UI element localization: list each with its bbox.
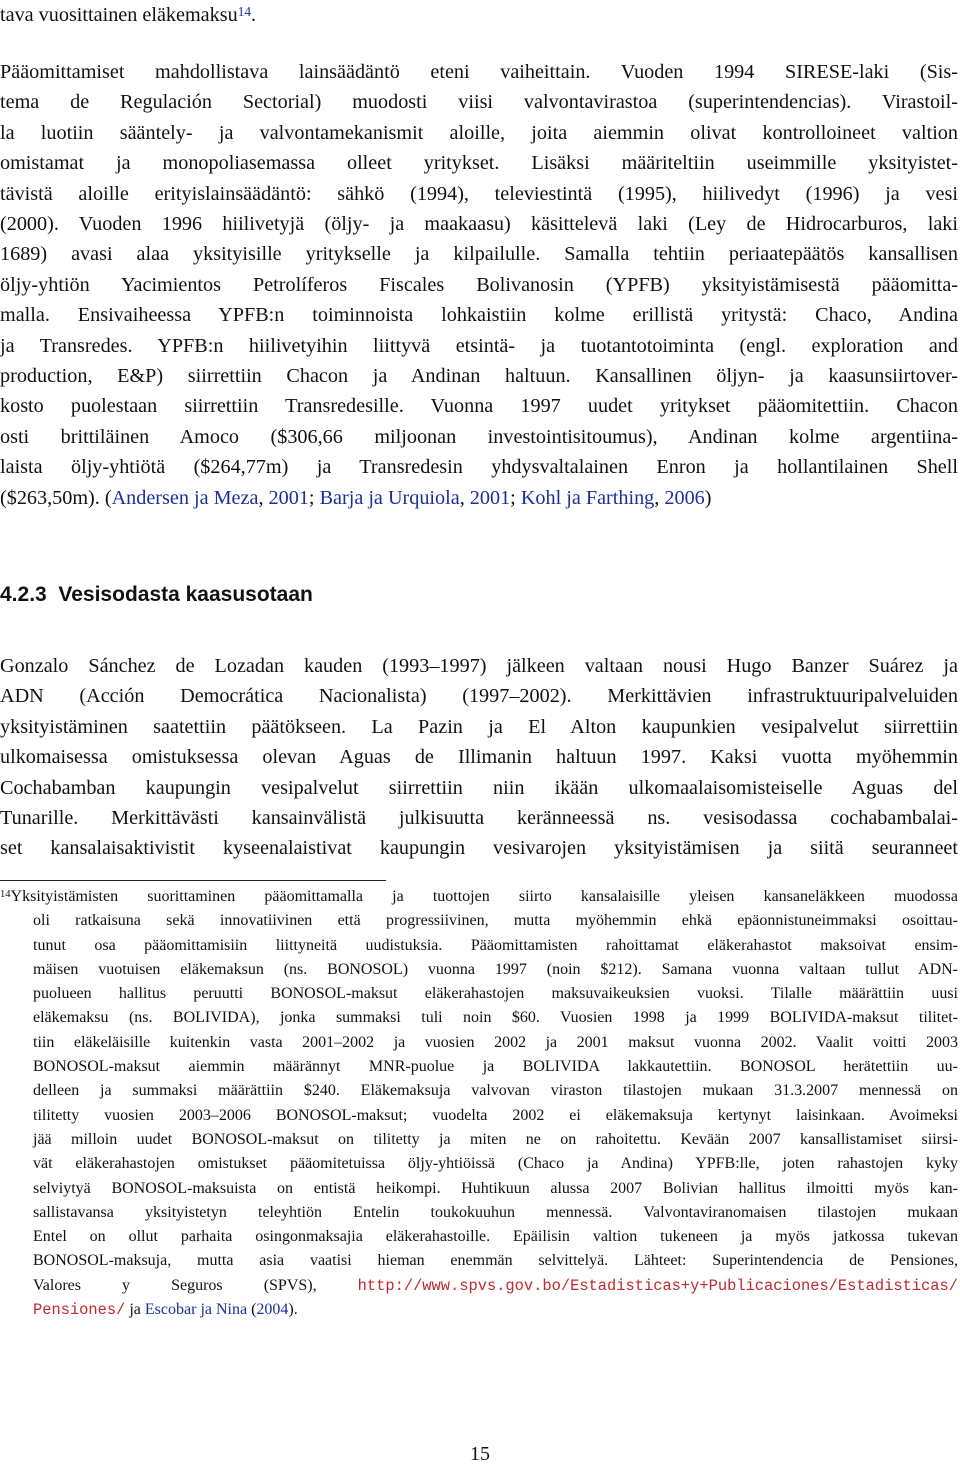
footnote-line: BONOSOL-maksut aiemmin määrännyt MNR-puolue ja BOLIVIDA lakkautettiin. BONOSOL herätettiin uu- (33, 1058, 958, 1076)
paragraph-line: osti brittiläinen Amoco ($306,66 miljoonan investointisitoumus), Andinan kolme argentiina- (0, 425, 958, 448)
citation-year-2001-b[interactable]: 2001 (469, 486, 511, 509)
citation-barja-urquiola[interactable]: Barja ja Urquiola (319, 486, 460, 509)
paragraph-line: ja Transredes. YPFB:n hiilivetyihin liittyvä etsintä- ja tuotantotoiminta (engl. exploration and (0, 334, 958, 357)
footnote-line: mäisen vuotuisen eläkemaksun (ns. BONOSOL) vuonna 1997 (noin $212). Samana vuonna valtaan tullut ADN- (33, 960, 958, 978)
footnote-14 (0, 885, 958, 1322)
footnote-ref-14[interactable]: 14 (237, 4, 252, 20)
footnote-line: selviytyä BONOSOL-maksuista on entistä heikompi. Huhtikuun alussa 2007 Bolivian hallitus ilmoitti myös kan- (33, 1179, 958, 1197)
paragraph-line: Gonzalo Sánchez de Lozadan kauden (1993–1997) jälkeen valtaan nousi Hugo Banzer Suárez ja (0, 655, 958, 677)
source-url-link[interactable]: http://www.spvs.gov.bo/Estadisticas+y+Publicaciones/Estadisticas/ (357, 1276, 958, 1295)
paragraph-line: tema de Regulación Sectorial) muodosti viisi valvontavirastoa (superintendencias). Virastoil- (0, 91, 958, 114)
paragraph-line: Pääomittamiset mahdollistava lainsäädäntö eteni vaiheittain. Vuoden 1994 SIRESE-laki (Sis- (0, 61, 958, 83)
paragraph-line: (2000). Vuoden 1996 hiilivetyjä (öljy- ja maakaasu) käsittelevä laki (Ley de Hidrocarburos, laki (0, 213, 958, 236)
paragraph-line: tävistä aloille erityislainsäädäntö: sähkö (1994), televiestintä (1995), hiilivedyt (1996) ja vesi (0, 182, 958, 205)
paragraph-line: laista öljy-yhtiötä ($264,77m) ja Transredesin yhdysvaltalainen Enron ja hollantilainen Shell (0, 456, 958, 479)
paragraph-2 (0, 651, 958, 864)
section-number: 4.2.3 (0, 583, 47, 606)
paragraph-line: öljy-yhtiön Yacimientos Petrolíferos Fiscales Bolivanosin (YPFB) yksityistämisestä pääomitta- (0, 273, 958, 296)
footnote-line: vät eläkerahastojen omistukset pääomitetuissa öljy-yhtiöissä (Chaco ja Andina) YPFB:lle, joten rahastojen kyky (33, 1155, 958, 1173)
footnote-line: $^{14}$Yksityistämisten suorittaminen pääomittamalla ja tuottojen siirto kansalaisille yleisen kansaneläkkeen muodossa (0, 888, 958, 905)
paragraph-line: ADN (Acción Democrática Nacionalista) (1997–2002). Merkittävien infrastruktuuripalveluiden (0, 685, 958, 708)
top-fragment-text: tava vuosittainen eläkemaksu (0, 4, 238, 26)
section-heading (0, 583, 958, 607)
page-number: 15 (470, 1443, 490, 1465)
paragraph-line: Cochabamban kaupungin vesipalvelut siirrettiin niin ikään ulkomaalaisomisteiselle Aguas del (0, 776, 958, 799)
paragraph-line: yksityistäminen saatettiin päätökseen. La Pazin ja El Alton kaupunkien vesipalvelut siirrettiin (0, 715, 958, 738)
footnote-number: 14 (0, 889, 11, 901)
citation-escobar-nina[interactable]: Escobar ja Nina (144, 1301, 248, 1319)
paragraph-line: malla. Ensivaiheessa YPFB:n toiminnoista lohkaistiin kolme erillistä yritystä: Chaco, Andina (0, 304, 958, 327)
footnote-line: tilitetty vuosien 2003–2006 BONOSOL-maksut; vuodelta 2002 ei eläkemaksuja kertynyt laisinkaan. Avoimeksi (33, 1106, 958, 1124)
paragraph-line: ulkomaisessa omistuksessa olevan Aguas de Illimanin haltuun 1997. Kaksi vuotta myöhemmin (0, 746, 958, 769)
paragraph-last-line: ($263,50m). (Andersen ja Meza, 2001; Barja ja Urquiola, 2001; Kohl ja Farthing, 2006) (0, 486, 712, 509)
footnote-line: tunut osa pääomittamisiin liittyneitä uudistuksia. Pääomittamisten rahoittamat eläkerahastot maksoivat ensim- (33, 936, 958, 954)
footnote-rule (0, 880, 386, 881)
section-title: Vesisodasta kaasusotaan (58, 583, 313, 606)
citation-year-2006[interactable]: 2006 (664, 486, 705, 509)
source-url-link-cont[interactable]: Pensiones/ (33, 1301, 126, 1320)
footnote-line: sallistavansa yksityistetyn teleyhtiön Entelin toukokuuhun mennessä. Valvontaviranomaisen tilastojen mukaan (33, 1203, 958, 1221)
paragraph-line: production, E&P) siirrettiin Chacon ja Andinan haltuun. Kansallinen öljyn- ja kaasunsiirtover- (0, 365, 958, 388)
footnote-line: oli ratkaisuna sekä innovatiivinen että progressiivinen, mutta myöhemmin ehkä epäonnistuneimmaksi osoittau- (33, 912, 958, 930)
footnote-line: eläkemaksu (ns. BOLIVIDA), jonka summaksi tuli noin $60. Vuosien 1998 ja 1999 BOLIVIDA-maksut tilitet- (33, 1009, 958, 1027)
footnote-line: Valores y Seguros (SPVS), http://www.spvs.gov.bo/Estadisticas+y+Publicaciones/Estadisticas/ (33, 1276, 958, 1295)
paragraph-1 (0, 57, 958, 513)
citation-kohl-farthing[interactable]: Kohl ja Farthing (520, 486, 655, 509)
footnote-line: Entel on ollut parhaita osingonmaksajia eläkerahastoille. Epäilisin valtion tukeneen ja myös jatkossa tukevan (33, 1228, 958, 1246)
footnote-line: Pensiones/ ja Escobar ja Nina (2004). (33, 1301, 298, 1320)
footnote-line: tiin eläkeläisille kuitenkin vasta 2001–2002 ja vuosien 2002 ja 2001 maksut vuonna 2002. Vaalit voitti 2003 (33, 1033, 958, 1051)
paragraph-line: omistamat ja monopoliasemassa olleet yritykset. Lisäksi määriteltiin useimmille yksityistet- (0, 152, 958, 175)
citation-year-2004[interactable]: 2004 (256, 1301, 289, 1319)
citation-year-2001-a[interactable]: 2001 (268, 486, 309, 509)
paragraph-line: la luotiin sääntely- ja valvontamekanismit aloille, joita aiemmin olivat kontrolloineet valtion (0, 121, 958, 144)
top-fragment: tava vuosittainen eläkemaksu$^{14}$. (0, 4, 257, 26)
paragraph-line: kosto puolestaan siirrettiin Transredesille. Vuonna 1997 uudet yritykset pääomitettiin. Chacon (0, 395, 958, 418)
footnote-line: BONOSOL-maksuja, mutta asia vaatisi hieman enemmän selvittelyä. Lähteet: Superintendencia de Pensiones, (33, 1252, 958, 1270)
paragraph-line: 1689) avasi alaa yksityisille yritykselle ja kilpailulle. Samalla tehtiin periaatepäätös kansallisen (0, 243, 958, 266)
citation-andersen-meza[interactable]: Andersen ja Meza (111, 486, 259, 509)
paragraph-line: Tunarille. Merkittävästi kansainvälistä julkisuutta keränneessä ns. vesisodassa cochabambalai- (0, 807, 958, 830)
footnote-line: puolueen hallitus peruutti BONOSOL-maksut eläkerahastojen maksuvaikeuksien vuoksi. Tilalle määrättiin uusi (33, 985, 958, 1003)
footnote-line: delleen ja summaksi määrättiin $240. Eläkemaksuja valvovan viraston tilastojen mukaan 31.3.2007 mennessä on (33, 1082, 958, 1100)
paragraph-line: set kansalaisaktivistit kyseenalaistivat kaupungin vesivarojen yksityistämisen ja siitä seuranneet (0, 837, 958, 860)
footnote-line: jää milloin uudet BONOSOL-maksut on tilitetty ja miten ne on rahoitettu. Kevään 2007 kansallistamiset siirsi- (33, 1130, 958, 1148)
